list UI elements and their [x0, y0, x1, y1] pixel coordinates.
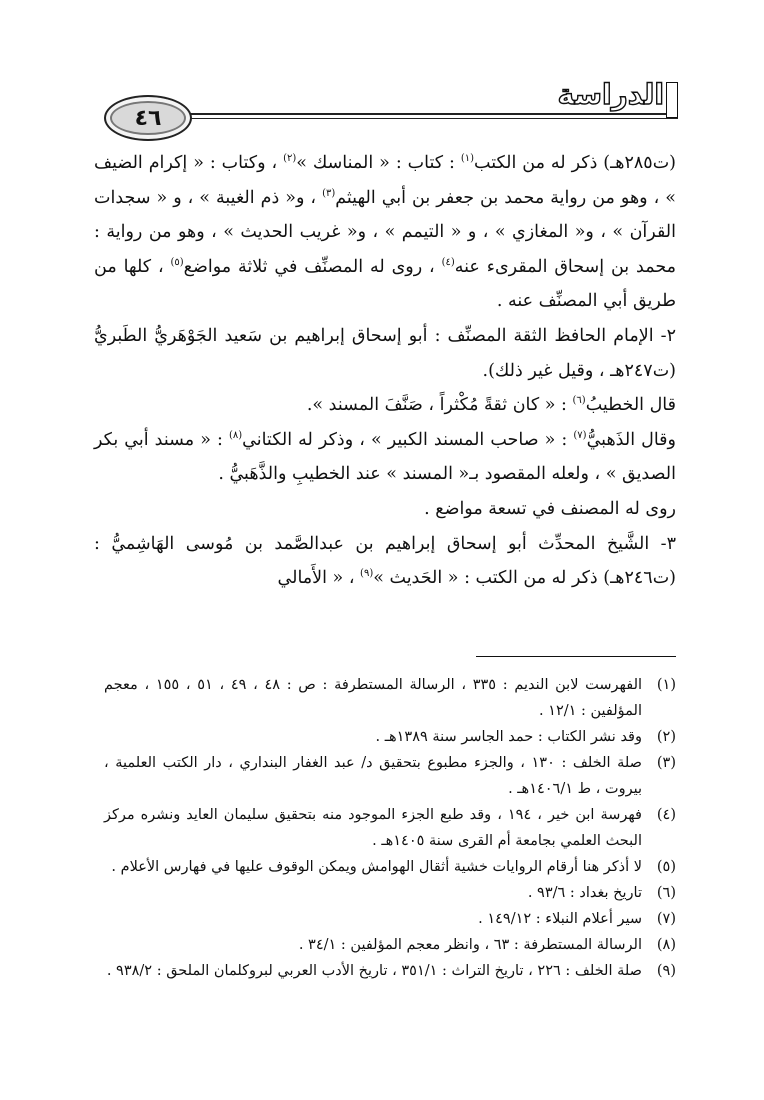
- footnote: (٦) تاريخ بغداد : ٩٣/٦ .: [527, 885, 676, 901]
- header-rule-thin: [150, 118, 678, 119]
- footnote: (٥) لا أذكر هنا أرقام الروايات خشية أثقال الهوامش ويمكن الوقوف عليها في فهارس الأعلام .: [111, 859, 676, 875]
- footnote: (٧) سير أعلام النبلاء : ١٤٩/١٢ .: [478, 911, 676, 927]
- footnote: (٢) وقد نشر الكتاب : حمد الجاسر سنة ١٣٨٩هـ .: [375, 729, 676, 745]
- main-text: [94, 146, 676, 596]
- paragraph: قال الخطيبُ$^{(٦)}$ : « كان ثقةً مُكْثراً ، صَنَّفَ المسند ».: [306, 395, 676, 416]
- footnote-ref: (٢): [283, 153, 297, 165]
- footnote: (١) الفهرست لابن النديم : ٣٣٥ ، الرسالة المستطرفة : ص : ٤٨ ، ٤٩ ، ٥١ ، ١٥٥ ، معجم المؤلفين : ١٢/١ .: [104, 677, 676, 719]
- footnote-ref: (٨): [228, 429, 243, 441]
- footnote: (٣) صلة الخلف : ١٣٠ ، والجزء مطبوع بتحقيق د/ عبد الغفار البنداري ، دار الكتب العلمية ، بيروت ، ط ١٤٠٦/١هـ .: [104, 755, 676, 797]
- section-title: الدراسة: [557, 78, 664, 111]
- footnote-separator: [476, 656, 676, 657]
- footnote-ref: (٧): [573, 429, 587, 441]
- page-number: ٤٦: [134, 105, 162, 131]
- paragraph: روى له المصنف في تسعة مواضع .: [424, 498, 676, 519]
- footnote-ref: (١): [460, 153, 475, 165]
- footnote: (٨) الرسالة المستطرفة : ٦٣ ، وانظر معجم المؤلفين : ٣٤/١ .: [298, 937, 676, 953]
- header-rule: [150, 113, 678, 115]
- paragraph: (ت٢٨٥هـ) ذكر له من الكتب$^{(١)}$ : كتاب : « المناسك »$^{(٢)}$ ، وكتاب : « إكرام الضيف » ، وهو من رواية محمد بن جعفر بن أبي الهيثم$^{(٣)}$ ، و« ذم الغيبة » ، و « سجدات القرآن » ، و« المغازي » ، و « التيمم » ، و« غريب الحديث » ، وهو من رواية : محمد بن إسحاق المقرىء عنه$^{(٤)}$ ، روى له المصنِّف في ثلاثة مواضع$^{(٥)}$ ، كلها من طريق أبي المصنِّف عنه .: [94, 153, 677, 312]
- page-header: [0, 0, 764, 140]
- paragraph: ٣- الشَّيخ المحدِّث أبو إسحاق إبراهيم بن عبدالصَّمد بن مُوسى الهَاشِميُّ : (ت٢٤٦هـ) ذكر له من الكتب : « الحَديث »$^{(٩)}$ ، « الأَمالي: [94, 533, 676, 589]
- paragraph: وقال الذَهبيُّ$^{(٧)}$ : « صاحب المسند الكبير » ، وذكر له الكتاني$^{(٨)}$ : « مسند أبي بكر الصديق » ، ولعله المقصود بـ« المسند » عند الخطيبِ والذَّهَبيُّ .: [94, 429, 676, 485]
- footnote-ref: (٥): [170, 256, 184, 268]
- footnote-ref: (٣): [322, 187, 336, 199]
- footnote: (٩) صلة الخلف : ٢٢٦ ، تاريخ التراث : ٣٥١/١ ، تاريخ الأدب العربي لبروكلمان الملحق : ٩٣٨/٢ .: [106, 963, 676, 979]
- footnote-ref: (٦): [572, 395, 586, 407]
- footnote-ref: (٩): [360, 568, 374, 580]
- footnote: (٤) فهرسة ابن خير ، ١٩٤ ، وقد طبع الجزء الموجود منه بتحقيق سليمان العايد ونشره مركز البحث العلمي بجامعة أم القرى سنة ١٤٠٥هـ .: [104, 807, 676, 849]
- footnote-ref: (٤): [441, 256, 455, 268]
- footnotes: [104, 672, 676, 984]
- page-number-badge: [104, 95, 192, 141]
- paragraph: ٢- الإمام الحافظ الثقة المصنِّف : أبو إسحاق إبراهيم بن سَعيد الجَوْهَريُّ الطَبريُّ (ت٢٤٧هـ ، وقيل غير ذلك).: [94, 325, 676, 381]
- title-ornament: [666, 82, 678, 118]
